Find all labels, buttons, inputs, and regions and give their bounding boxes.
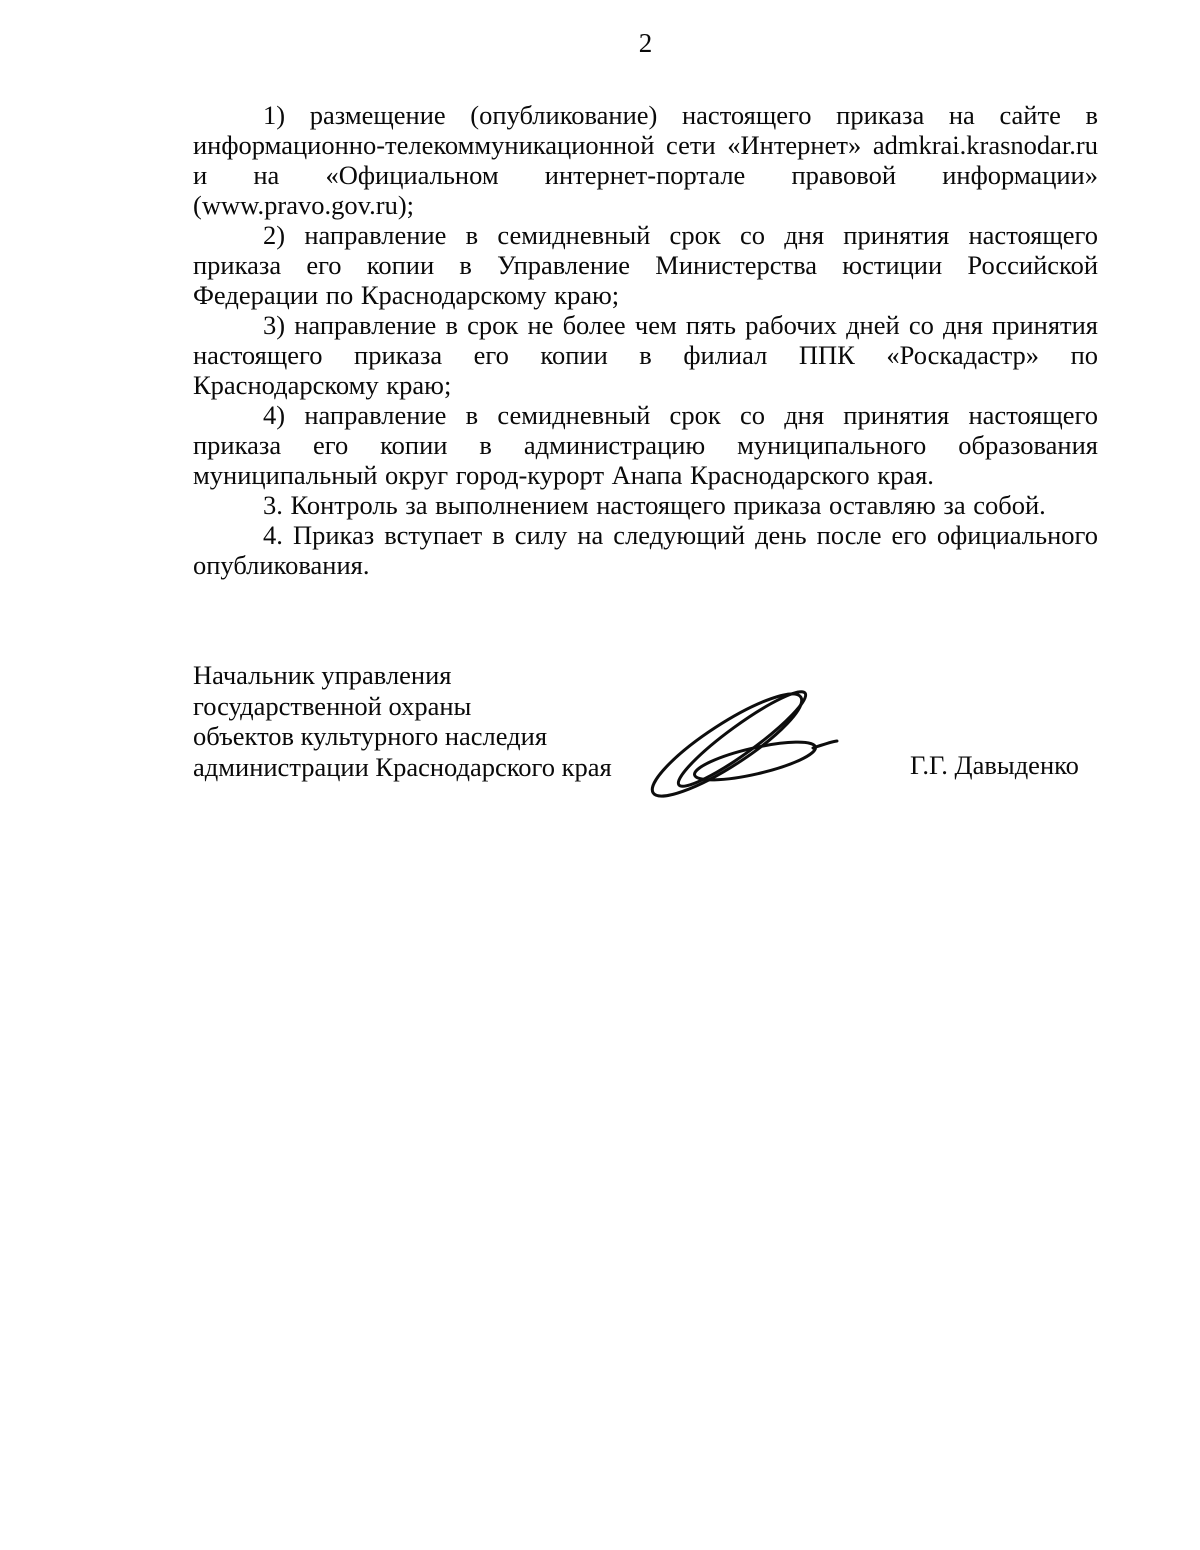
page-number: 2 — [638, 28, 653, 58]
paragraph-publication: 1) размещение (опубликование) настоящего приказа на сайте в информационно-телекоммуникационной сети «Интернет» admkrai.krasnodar.ru и на «Официальном интернет-портале правовой информации» (www.pravo.gov.ru); — [193, 100, 1098, 220]
signer-position-line: объектов культурного наследия — [193, 721, 548, 751]
paragraph-control: 3. Контроль за выполнением настоящего приказа оставляю за собой. — [263, 490, 1046, 520]
signer-position-line: администрации Краснодарского края — [193, 751, 612, 782]
signer-name: Г.Г. Давыденко — [910, 750, 1079, 780]
signature-block — [193, 660, 1098, 835]
signature-scribble-icon — [630, 685, 855, 803]
paragraph-justice-ministry: 2) направление в семидневный срок со дня принятия настоящего приказа его копии в Управление Министерства юстиции Российской Федерации по Краснодарскому краю; — [193, 220, 1098, 310]
signer-position — [193, 660, 612, 782]
paragraph-roskadastr: 3) направление в срок не более чем пять рабочих дней со дня принятия настоящего приказа его копии в филиал ППК «Роскадастр» по Краснодарскому краю; — [193, 310, 1098, 400]
paragraph-entry-into-force: 4. Приказ вступает в силу на следующий день после его официального опубликования. — [193, 520, 1098, 580]
document-body — [193, 100, 1098, 580]
signer-position-line: государственной охраны — [193, 690, 472, 721]
paragraph-municipality: 4) направление в семидневный срок со дня принятия настоящего приказа его копии в администрацию муниципального образования муниципальный округ город-курорт Анапа Краснодарского края. — [193, 400, 1098, 490]
signer-position-line: Начальник управления — [193, 660, 452, 690]
